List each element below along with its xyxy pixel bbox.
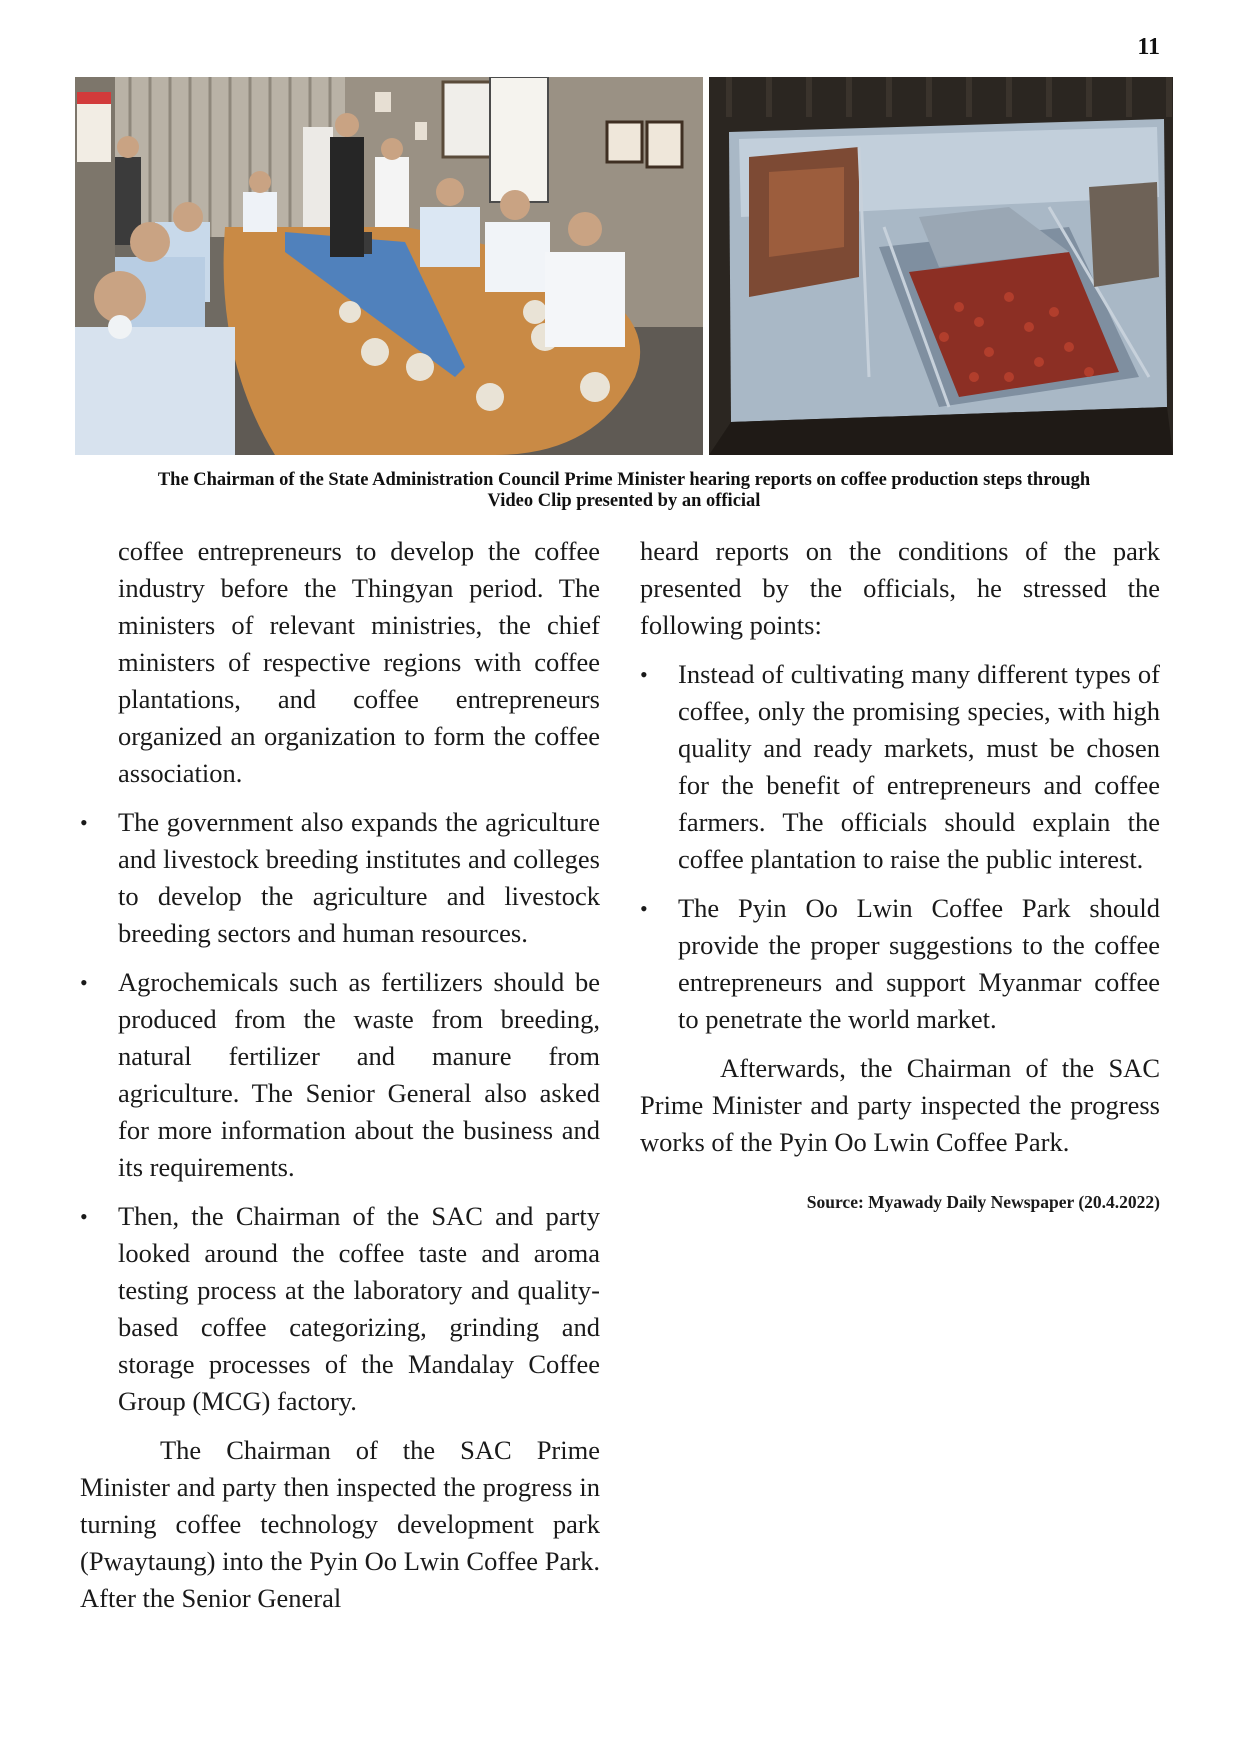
- bullet-item: [80, 1198, 600, 1420]
- bullet-text: The Pyin Oo Lwin Coffee Park should provide the proper suggestions to the coffee entrepreneurs and support Myanmar coffee to penetrate the world market.: [678, 893, 1160, 1034]
- page-number: 11: [1137, 34, 1160, 60]
- bullet-text: Agrochemicals such as fertilizers should be produced from the waste from breeding, natural fertilizer and manure from agriculture. The Senior General also asked for more information about the business and its requirements.: [118, 967, 600, 1182]
- photo-strip: [75, 77, 1173, 455]
- bullet-icon: •: [80, 1204, 88, 1229]
- bullet-text: Instead of cultivating many different types of coffee, only the promising species, with high quality and ready markets, must be chosen for the benefit of entrepreneurs and coffee farmers. The officials should explain the coffee plantation to raise the public interest.: [678, 659, 1160, 874]
- left-column: [80, 533, 600, 1617]
- right-column: [640, 533, 1160, 1213]
- bullet-item: [640, 890, 1160, 1038]
- bullet-icon: •: [640, 896, 648, 921]
- bullet-text: The government also expands the agriculture and livestock breeding institutes and colleges to develop the agriculture and livestock breeding sectors and human resources.: [118, 807, 600, 948]
- bullet-icon: •: [80, 810, 88, 835]
- bullet-icon: •: [80, 970, 88, 995]
- source-credit: Source: Myawady Daily Newspaper (20.4.2022): [806, 1192, 1160, 1212]
- bullet-text: Then, the Chairman of the SAC and party looked around the coffee taste and aroma testing process at the laboratory and quality-based coffee categorizing, grinding and storage processes of the Mandalay Coffee Group (MCG) factory.: [118, 1201, 600, 1416]
- right-body-paragraph: Afterwards, the Chairman of the SAC Prime Minister and party inspected the progress works of the Pyin Oo Lwin Coffee Park.: [640, 1053, 1160, 1157]
- bullet-item: [80, 804, 600, 952]
- left-intro-paragraph: coffee entrepreneurs to develop the coffee industry before the Thingyan period. The ministers of relevant ministries, the chief ministers of respective regions with coffee plantations, and coffee entrepreneurs organized an organization to form the coffee association.: [118, 536, 600, 788]
- left-body-paragraph: The Chairman of the SAC Prime Minister and party then inspected the progress in turning coffee technology development park (Pwaytaung) into the Pyin Oo Lwin Coffee Park. After the Senior General: [80, 1435, 600, 1613]
- meeting-room-photo: [75, 77, 703, 455]
- photo-caption: [75, 470, 1173, 512]
- right-intro-paragraph: heard reports on the conditions of the park presented by the officials, he stressed the following points:: [640, 536, 1160, 640]
- bullet-icon: •: [640, 662, 648, 687]
- bullet-item: [80, 964, 600, 1186]
- video-screen-photo: [709, 77, 1173, 455]
- caption-line-2: Video Clip presented by an official: [487, 491, 761, 511]
- caption-line-1: The Chairman of the State Administration Council Prime Minister hearing reports on coffee production steps through: [157, 470, 1091, 490]
- bullet-item: [640, 656, 1160, 878]
